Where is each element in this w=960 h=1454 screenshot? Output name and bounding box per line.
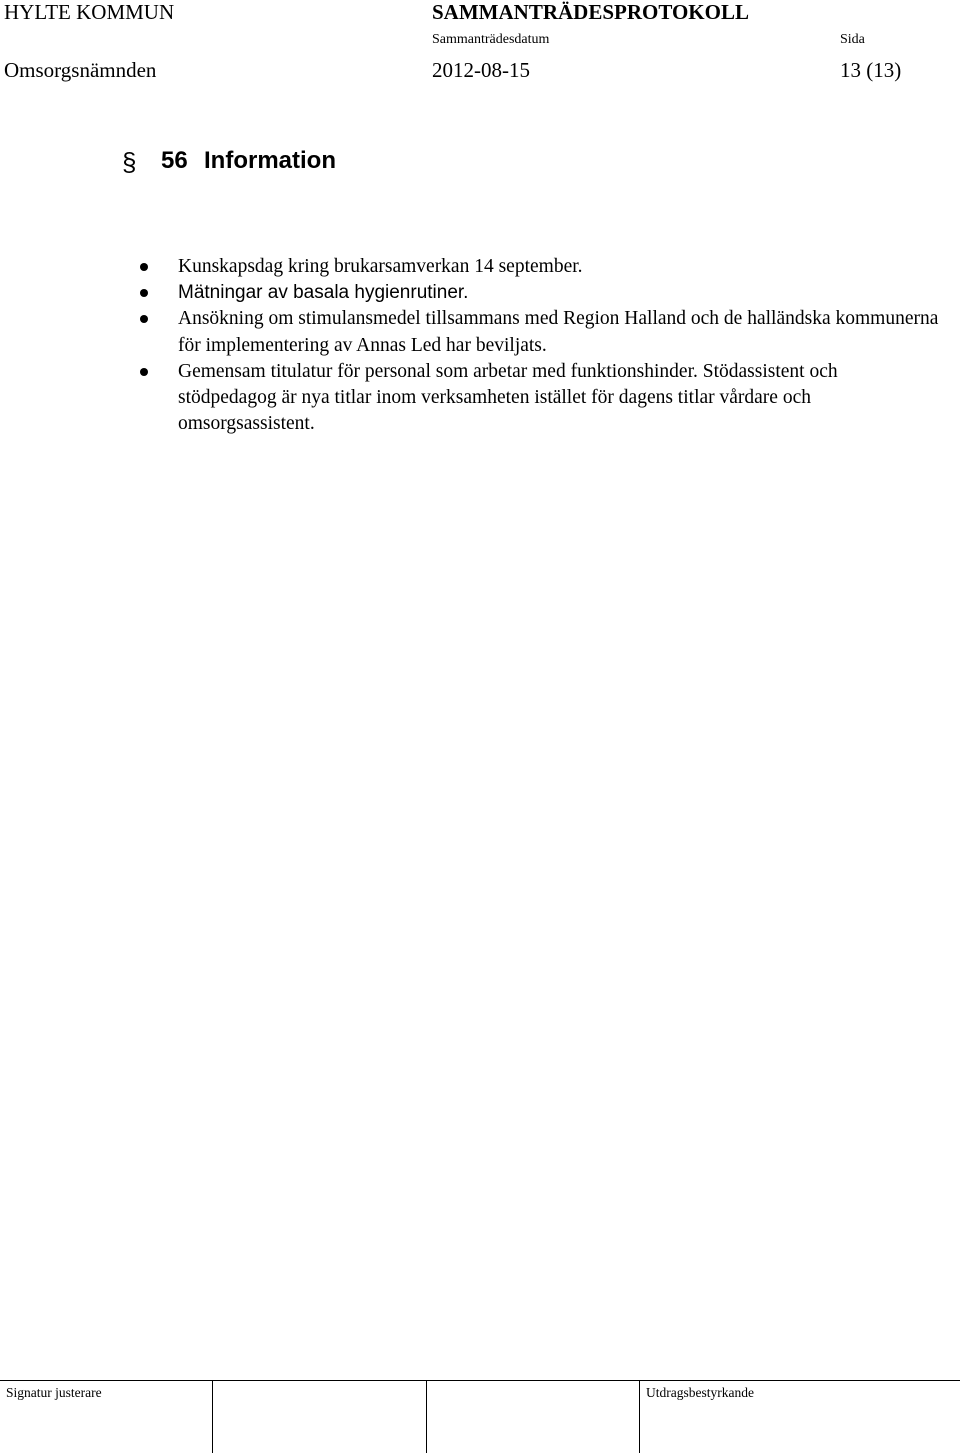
information-list bbox=[0, 254, 960, 437]
page-number: 13 (13) bbox=[840, 58, 902, 82]
list-item-text: Ansökning om stimulansmedel tillsammans med Region Halland och de halländska kommunerna för implementering av Annas Led har beviljats. bbox=[178, 308, 939, 356]
bullet-icon bbox=[140, 289, 148, 297]
document-type: SAMMANTRÄDESPROTOKOLL bbox=[432, 0, 749, 24]
section-number: 56 bbox=[161, 147, 188, 174]
list-item-text: Mätningar av basala hygienrutiner. bbox=[178, 282, 469, 304]
utdragsbestyrkande-label: Utdragsbestyrkande bbox=[646, 1385, 754, 1400]
signature-cell-2 bbox=[212, 1381, 426, 1453]
signature-cell-1 bbox=[0, 1381, 212, 1453]
page-label: Sida bbox=[840, 32, 865, 47]
list-item-text: Kunskapsdag kring brukarsamverkan 14 september. bbox=[178, 256, 583, 277]
section-title: Information bbox=[204, 147, 336, 174]
date-label: Sammanträdesdatum bbox=[432, 32, 550, 47]
section-symbol: § bbox=[122, 147, 137, 177]
list-item bbox=[0, 280, 960, 306]
signature-footer bbox=[0, 1380, 960, 1453]
committee-name: Omsorgsnämnden bbox=[4, 58, 157, 82]
bullet-icon bbox=[140, 315, 148, 323]
signature-cell-3 bbox=[426, 1381, 639, 1453]
utdrag-cell bbox=[639, 1381, 959, 1453]
bullet-icon bbox=[140, 263, 148, 271]
list-item bbox=[0, 306, 960, 358]
signatur-justerare-label: Signatur justerare bbox=[6, 1385, 102, 1400]
list-item-text: Gemensam titulatur för personal som arbetar med funktionshinder. Stödassistent och stödpedagog är nya titlar inom verksamheten istället för dagens titlar vårdare och omsorgsassistent. bbox=[178, 360, 838, 435]
municipality-name: HYLTE KOMMUN bbox=[4, 0, 175, 24]
meeting-date: 2012-08-15 bbox=[432, 58, 530, 82]
bullet-icon bbox=[140, 368, 148, 376]
list-item bbox=[0, 359, 960, 438]
list-item bbox=[0, 254, 960, 280]
